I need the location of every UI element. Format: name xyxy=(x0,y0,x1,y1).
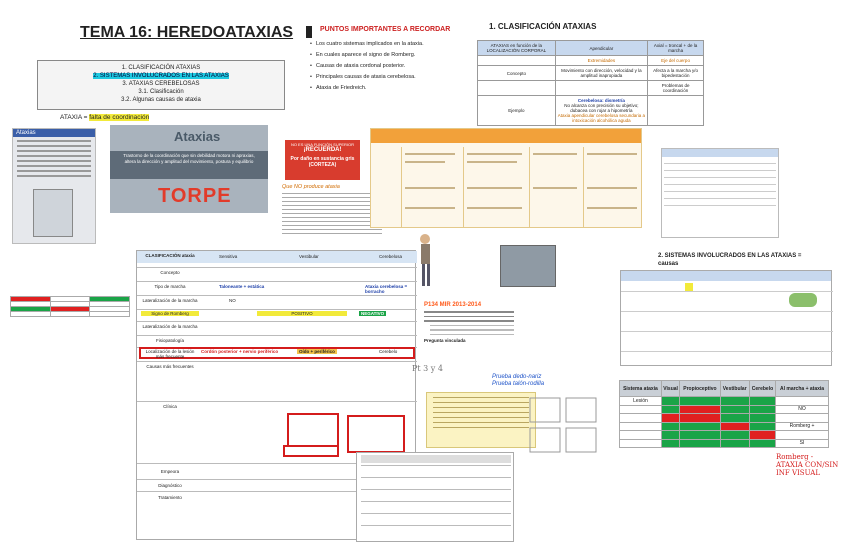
lesion-chip: Oído + periférico xyxy=(299,349,335,354)
example-extra: Ataxia apendicular cerebelosa secundaria a intoxicación alcohólica aguda xyxy=(557,113,646,123)
table-cell xyxy=(478,81,556,96)
symptoms-table-image xyxy=(661,148,779,238)
textbook-page-image xyxy=(12,128,96,244)
question-link[interactable]: Pregunta vinculada xyxy=(424,338,466,343)
toc-item[interactable]: 2. SISTEMAS INVOLUCRADOS EN LAS ATAXIAS xyxy=(93,73,229,79)
romberg-positive-chip: POSITIVO xyxy=(257,311,347,316)
table-heading: CLASIFICACIÓN ataxia xyxy=(145,253,195,258)
slide-text: Trastorno de la coordinación que sin debilidad motora ni apraxias, altera la dirección y amplitud del movimiento, postura y equilibrio xyxy=(110,151,268,179)
table-cell: Concepto xyxy=(478,66,556,81)
section-1-title: 1. CLASIFICACIÓN ATAXIAS xyxy=(489,22,597,31)
table-header: Apendicular xyxy=(555,41,647,56)
section-2-title: 2. SISTEMAS INVOLUCRADOS EN LAS ATAXIAS = causas xyxy=(658,253,802,267)
row-label: Diagnóstico xyxy=(158,483,182,488)
grid-result xyxy=(776,431,829,440)
reminder-detail: Por daño en sustancia gris (CORTEZA) xyxy=(290,156,355,168)
table-cell: Extremidades xyxy=(555,56,647,66)
note-line: INF VISUAL xyxy=(776,469,820,477)
table-cell: Eje del cuerpo xyxy=(648,56,704,66)
test-label: Prueba talón-rodilla xyxy=(492,381,545,387)
toc-item[interactable]: 3.1. Clasificación xyxy=(138,89,184,95)
romberg-grid-table xyxy=(619,380,829,448)
table-cell xyxy=(555,81,647,96)
row-label: Fisiopatología xyxy=(155,338,185,343)
grid-header: Visual xyxy=(661,381,679,397)
row-label: Causas más frecuentes xyxy=(146,364,194,369)
toc-item[interactable]: 3.2. Algunas causas de ataxia xyxy=(121,97,201,103)
question-heading: P134 MIR 2013-2014 xyxy=(424,302,482,308)
mir-question-note xyxy=(424,302,514,343)
list-item: • Ataxia de Friedreich. xyxy=(316,85,454,91)
reminder-title: ¡RECUERDA! xyxy=(303,147,342,153)
yellow-notes-image xyxy=(426,392,536,448)
page-title: TEMA 16: HEREDOATAXIAS xyxy=(80,24,294,41)
highlight-box xyxy=(283,445,339,457)
row-label: Lateralización de la marcha xyxy=(142,298,198,303)
table-cell: Afecta a la marcha y/o bipedestación xyxy=(648,66,704,81)
column-header: Cerebelosa xyxy=(379,254,403,259)
table-cell xyxy=(648,96,704,126)
diagram-sketch-image xyxy=(528,396,598,456)
grid-header: Cerebelo xyxy=(749,381,775,397)
row-label: Lateralización de la marcha xyxy=(142,324,198,329)
ataxias-slide-image xyxy=(110,125,268,213)
column-header: Sensitiva xyxy=(219,254,238,259)
highlight-box xyxy=(287,413,339,447)
gait-chip: Ataxia cerebelosa = borracho xyxy=(365,284,408,294)
orange-summary-table-image xyxy=(370,128,642,228)
walking-figure-image xyxy=(414,232,436,290)
table-cell: Ejemplo xyxy=(478,96,556,126)
slide-title: Ataxias xyxy=(174,129,221,144)
grid-row-label: Lesión xyxy=(620,397,662,406)
heading-marker xyxy=(306,26,312,38)
grid-header: Propioceptivo xyxy=(680,381,720,397)
slide-big-word: TORPE xyxy=(158,185,232,207)
gait-chip: Taloneante + estática xyxy=(219,284,265,289)
grid-header: Sistema ataxia xyxy=(620,381,662,397)
grid-result: SI xyxy=(776,439,829,448)
grid-header: Vestibular xyxy=(720,381,749,397)
coordination-tests-note xyxy=(492,374,544,388)
value-chip: NO xyxy=(229,298,236,303)
list-item: • Causas de ataxia cordonal posterior. xyxy=(316,63,454,69)
grid-result: NO xyxy=(776,405,829,414)
ataxia-definition xyxy=(60,114,149,121)
table-cell xyxy=(555,96,647,126)
classification-table xyxy=(477,40,704,126)
row-label: Empeora xyxy=(160,469,180,474)
no-ataxia-list xyxy=(282,164,382,242)
lesion-chip: Cerebelo xyxy=(379,349,398,354)
book-heading: Ataxias xyxy=(13,129,95,137)
note-line: ATAXIA CON/SIN xyxy=(776,461,839,469)
grid-result xyxy=(776,397,829,406)
bottom-summary-table-image xyxy=(356,452,514,542)
toc-item[interactable]: 1. CLASIFICACIÓN ATAXIAS xyxy=(121,65,201,71)
table-cell xyxy=(478,56,556,66)
handwritten-note: Pt 3 y 4 xyxy=(412,364,443,373)
row-label: Signo de Romberg xyxy=(141,311,199,316)
lesion-chip: Cordón posterior + nervio periférico xyxy=(201,349,279,354)
key-points-panel xyxy=(306,26,454,122)
row-label: Clínica xyxy=(163,404,177,409)
key-points-heading: PUNTOS IMPORTANTES A RECORDAR xyxy=(320,26,451,33)
example-detail: No alcanza con precisión su objetivo; dubacea con rojar a hipometría xyxy=(564,103,639,113)
grid-result xyxy=(776,414,829,423)
key-points-list xyxy=(306,41,454,91)
clinical-photo xyxy=(500,245,556,287)
row-label: Localización de la lesión más frecuente xyxy=(145,349,195,359)
definition-prefix: ATAXIA = xyxy=(60,114,90,121)
small-romberg-table-image xyxy=(10,296,130,326)
romberg-handwritten-note xyxy=(776,453,838,477)
table-cell: Problemas de coordinación xyxy=(648,81,704,96)
table-of-contents xyxy=(37,60,285,110)
definition-highlight: falta de coordinación xyxy=(89,114,150,121)
list-item: • En cuales aparece el signo de Romberg. xyxy=(316,52,454,58)
reminder-top: NO ES UNA FUNCIÓN SUPERIOR xyxy=(290,142,355,147)
test-label: Prueba dedo-nariz xyxy=(492,374,542,380)
column-header: Vestibular xyxy=(299,254,319,259)
note-line: Romberg - xyxy=(776,453,814,461)
no-ataxia-heading: Que NO produce ataxia xyxy=(282,184,340,190)
list-item: • Los cuatro sistemas implicados en la ataxia. xyxy=(316,41,454,47)
romberg-negative-chip: NEGATIVO xyxy=(361,311,385,316)
table-header: Axial = troncal + de la marcha xyxy=(648,41,704,56)
row-label: Tipo de marcha xyxy=(154,284,186,289)
toc-item[interactable]: 3. ATAXIAS CEREBELOSAS xyxy=(122,81,200,87)
table-cell: Movimiento con dirección, velocidad y la amplitud inapropiada xyxy=(555,66,647,81)
example-label: Cerebelosa: dismetría xyxy=(577,98,625,103)
grid-result: Romberg + xyxy=(776,422,829,431)
table-header: ATAXIAS en función de la LOCALIZACIÓN CORPORAL xyxy=(478,41,556,56)
grid-header: Al marcha + ataxia xyxy=(776,381,829,397)
figure-image xyxy=(33,189,73,237)
highlight-box xyxy=(347,415,405,453)
list-item: • Principales causas de ataxia cerebelosa. xyxy=(316,74,454,80)
row-label: Tratamiento xyxy=(158,495,182,500)
row-label: Concepto xyxy=(160,270,180,275)
systems-table-image xyxy=(620,270,832,366)
